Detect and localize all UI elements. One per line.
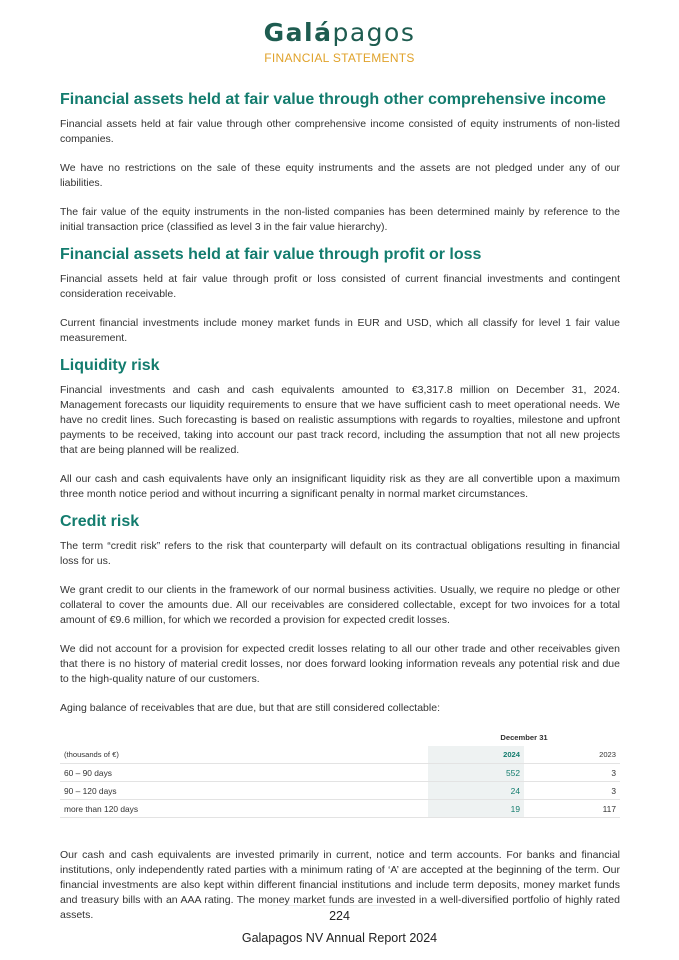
column-2024: 2024 [428,746,524,764]
row-label: 60 – 90 days [60,764,428,782]
section-subtitle: FINANCIAL STATEMENTS [264,51,415,65]
table-row [60,764,620,782]
column-2023: 2023 [524,746,620,764]
report-title: Galapagos NV Annual Report 2024 [241,931,438,945]
value-2023: 117 [524,800,620,818]
page-number: 224 [269,905,410,923]
row-label: 90 – 120 days [60,782,428,800]
paragraph: Financial assets held at fair value through profit or loss consisted of current financial investments and contingent consideration receivable. [60,273,620,300]
paragraph: Our cash and cash equivalents are invested primarily in current, notice and term accounts. For banks and financial institutions, only independently rated parties with a minimum rating of ‘A’ are accepted at the beginning of the term. Our financial investments are also kept within different financial institutions and include term deposits, money market funds and treasury bills with an AAA rating. The money market funds are invested in a well-diversified portfolio of highly rated assets. [60,849,620,921]
aging-balance-table [60,728,620,818]
paragraph: We did not account for a provision for expected credit losses relating to all our other trade and other receivables given that there is no history of material credit losses, nor does forward looking information reveals any potential risk and due to the high-quality nature of our customers. [60,643,620,685]
section-fvtpl [60,245,620,346]
table-column-header [60,746,620,764]
logo-bold-part: Galá [263,18,333,47]
table-group-header [60,728,620,746]
value-2024: 552 [428,764,524,782]
section-credit-risk [60,512,620,923]
page-footer [0,905,679,945]
unit-label: (thousands of €) [60,746,428,764]
table-row [60,800,620,818]
value-2024: 24 [428,782,524,800]
paragraph: The fair value of the equity instruments in the non-listed companies has been determined mainly by reference to the initial transaction price (classified as level 3 in the fair value hierarchy). [60,206,620,233]
section-fvoci [60,90,620,235]
row-label: more than 120 days [60,800,428,818]
paragraph: We have no restrictions on the sale of these equity instruments and the assets are not pledged under any of our liabilities. [60,162,620,189]
paragraph: We grant credit to our clients in the framework of our normal business activities. Usually, we require no pledge or other collateral to cover the amounts due. All our receivables are considered collectable, except for two invoices for a total amount of €9.6 million, for which we recorded a provision for expected credit losses. [60,584,620,626]
logo-light-part: pagos [332,18,416,47]
heading-fvtpl: Financial assets held at fair value through profit or loss [60,246,482,263]
table-row [60,782,620,800]
heading-credit-risk: Credit risk [60,513,140,530]
heading-fvoci: Financial assets held at fair value through other comprehensive income [60,91,606,108]
paragraph: Financial investments and cash and cash equivalents amounted to €3,317.8 million on December 31, 2024. Management forecasts our liquidity requirements to ensure that we have sufficient cash to meet operational needs. We have no credit lines. Such forecasting is based on realistic assumptions with regards to royalties, milestone and upfront payments to be received, taking into account our past track record, including the assumption that not all new projects that are being planned will be realized. [60,384,620,456]
value-2023: 3 [524,764,620,782]
paragraph: The term “credit risk” refers to the risk that counterparty will default on its contractual obligations resulting in financial loss for us. [60,540,620,567]
value-2024: 19 [428,800,524,818]
paragraph: Financial assets held at fair value through other comprehensive income consisted of equity instruments of non-listed companies. [60,118,620,145]
page-header [0,18,679,65]
section-liquidity-risk [60,356,620,502]
paragraph: Current financial investments include money market funds in EUR and USD, which all classify for level 1 fair value measurement. [60,317,620,344]
value-2023: 3 [524,782,620,800]
paragraph: All our cash and cash equivalents have only an insignificant liquidity risk as they are all convertible upon a maximum three month notice period and without incurring a significant penalty in normal market circumstances. [60,473,620,500]
paragraph: Aging balance of receivables that are due, but that are still considered collectable: [60,702,440,714]
heading-liquidity-risk: Liquidity risk [60,357,160,374]
group-label-december-31: December 31 [500,732,548,742]
galapagos-logo [0,18,679,48]
page-content [60,90,620,937]
